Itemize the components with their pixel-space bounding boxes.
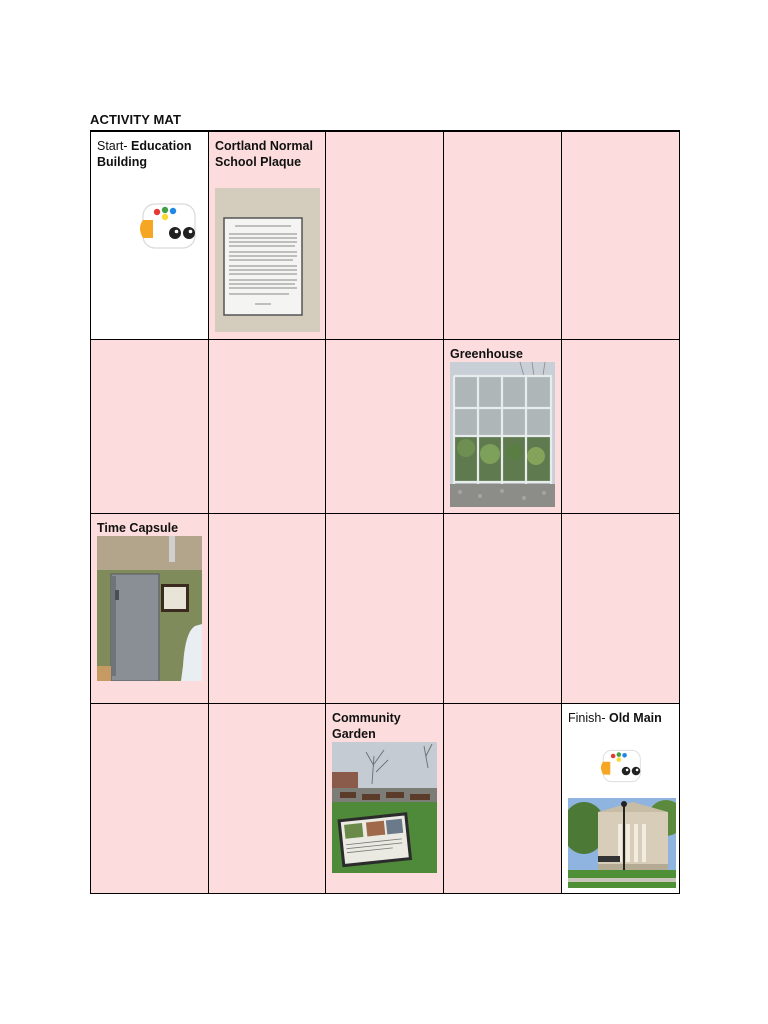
empty-cell xyxy=(444,131,562,339)
empty-cell xyxy=(91,339,209,513)
robot-icon xyxy=(596,746,646,786)
start-name: Education Building xyxy=(97,139,192,169)
page-title: ACTIVITY MAT xyxy=(90,112,181,127)
plaque-cell xyxy=(209,131,326,339)
empty-cell xyxy=(444,513,562,703)
finish-cell xyxy=(562,703,680,893)
greenhouse-label: Greenhouse xyxy=(450,346,523,361)
grid-row xyxy=(91,339,680,513)
empty-cell xyxy=(562,513,680,703)
time-capsule-cell xyxy=(91,513,209,703)
activity-mat-grid xyxy=(90,130,680,894)
finish-lead: Finish- xyxy=(568,710,609,725)
empty-cell xyxy=(326,339,444,513)
finish-label xyxy=(568,710,675,726)
community-garden-label: Community Garden xyxy=(332,710,401,741)
empty-cell xyxy=(209,703,326,893)
grid-row xyxy=(91,513,680,703)
old-main-photo xyxy=(568,798,676,888)
empty-cell xyxy=(562,131,680,339)
plaque-photo xyxy=(215,188,320,332)
time-capsule-label: Time Capsule xyxy=(97,520,179,535)
greenhouse-cell xyxy=(444,339,562,513)
robot-icon xyxy=(135,198,201,254)
garden-photo xyxy=(332,742,437,873)
empty-cell xyxy=(209,339,326,513)
empty-cell xyxy=(209,513,326,703)
empty-cell xyxy=(91,703,209,893)
greenhouse-photo xyxy=(450,362,555,507)
finish-name: Old Main xyxy=(608,710,662,725)
start-cell xyxy=(91,131,209,339)
time-capsule-photo xyxy=(97,536,202,681)
start-label xyxy=(97,138,204,170)
empty-cell xyxy=(326,513,444,703)
plaque-label: Cortland Normal School Plaque xyxy=(215,139,313,169)
empty-cell xyxy=(562,339,680,513)
grid-row xyxy=(91,131,680,339)
empty-cell xyxy=(444,703,562,893)
grid-row xyxy=(91,703,680,893)
community-garden-cell xyxy=(326,703,444,893)
start-lead: Start- xyxy=(97,139,132,153)
empty-cell xyxy=(326,131,444,339)
